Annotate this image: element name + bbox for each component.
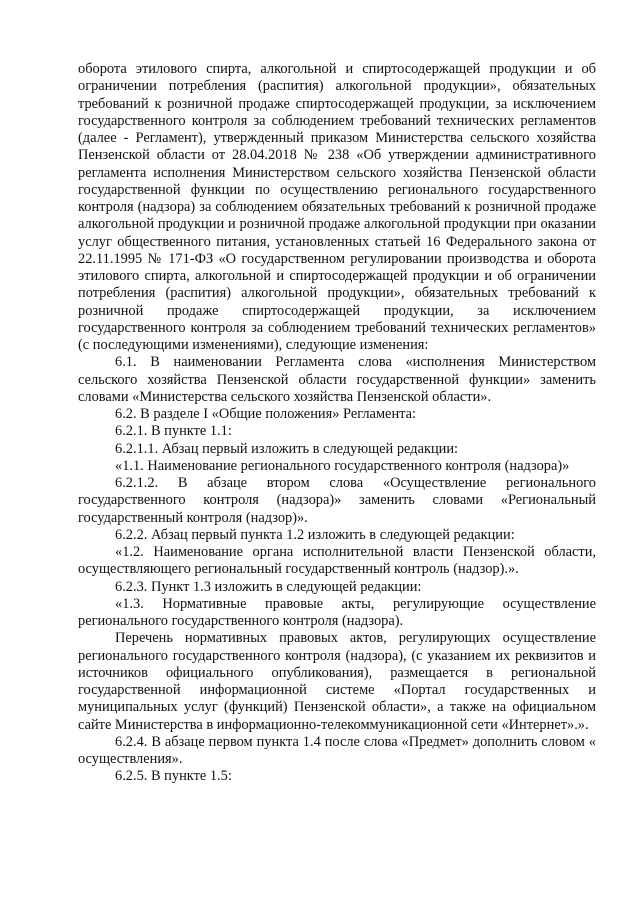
paragraph-6-2-1-2: 6.2.1.2. В абзаце втором слова «Осуществление регионального государственного контроля (надзора)» заменить словами «Региональный государственный контроля (надзор)». xyxy=(78,475,596,526)
paragraph-6-2: 6.2. В разделе I «Общие положения» Регламента: xyxy=(115,406,416,422)
paragraph-6-2-1: 6.2.1. В пункте 1.1: xyxy=(115,423,232,440)
paragraph-6-1: 6.1. В наименовании Регламента слова «исполнения Министерством сельского хозяйства Пензенской области государственной функции» заменить словами «Министерства сельского хозяйства Пензенской области». xyxy=(78,354,596,405)
paragraph-6-2-1-1: 6.2.1.1. Абзац первый изложить в следующей редакции: xyxy=(115,440,459,457)
paragraph-6-2-4: 6.2.4. В абзаце первом пункта 1.4 после слова «Предмет» дополнить словом « осуществления». xyxy=(78,733,596,767)
document-page xyxy=(78,61,596,786)
paragraph-quote-1-1: «1.1. Наименование регионального государственного контроля (надзора)» xyxy=(115,457,570,474)
paragraph-quote-1-2: «1.2. Наименование органа исполнительной власти Пензенской области, осуществляющего региональный государственный контроль (надзор).». xyxy=(78,544,596,578)
paragraph-6-2-5: 6.2.5. В пункте 1.5: xyxy=(115,768,232,785)
paragraph-quote-1-3: «1.3. Нормативные правовые акты, регулирующие осуществление регионального государственного контроля (надзора). xyxy=(78,595,596,629)
paragraph-6-2-3: 6.2.3. Пункт 1.3 изложить в следующей редакции: xyxy=(115,578,422,595)
paragraph-6-2-2: 6.2.2. Абзац первый пункта 1.2 изложить в следующей редакции: xyxy=(115,526,515,543)
paragraph-legal-acts-list: Перечень нормативных правовых актов, регулирующих осуществление регионального государственного контроля (надзора), (с указанием их реквизитов и источников официального опубликования), размещается в региональной государственной информационной системе «Портал государственных и муниципальных услуг (функций) Пензенской области», а также на официальном сайте Министерства в информационно-телекоммуникационной сети «Интернет».». xyxy=(78,630,596,733)
paragraph-regulation-preamble: оборота этилового спирта, алкогольной и спиртосодержащей продукции и об ограничении потребления (распития) алкогольной продукции», обязательных требований к розничной продаже спиртосодержащей продукции, за исключением государственного контроля за соблюдением требований технических регламентов (далее - Регламент), утвержденный приказом Министерства сельского хозяйства Пензенской области от 28.04.2018 № 238 «Об утверждении административного регламента исполнения Министерством сельского хозяйства Пензенской области государственной функции по осуществлению регионального государственного контроля (надзора) за соблюдением обязательных требований к розничной продаже алкогольной продукции и розничной продаже алкогольной продукции при оказании услуг общественного питания, установленных статьей 16 Федерального закона от 22.11.1995 № 171-ФЗ «О государственном регулировании производства и оборота этилового спирта, алкогольной и спиртосодержащей продукции и об ограничении потребления (распития) алкогольной продукции», обязательных требований к розничной продаже спиртосодержащей продукции, за исключением государственного контроля за соблюдением требований технических регламентов» (с последующими изменениями), следующие изменения: xyxy=(78,61,596,353)
